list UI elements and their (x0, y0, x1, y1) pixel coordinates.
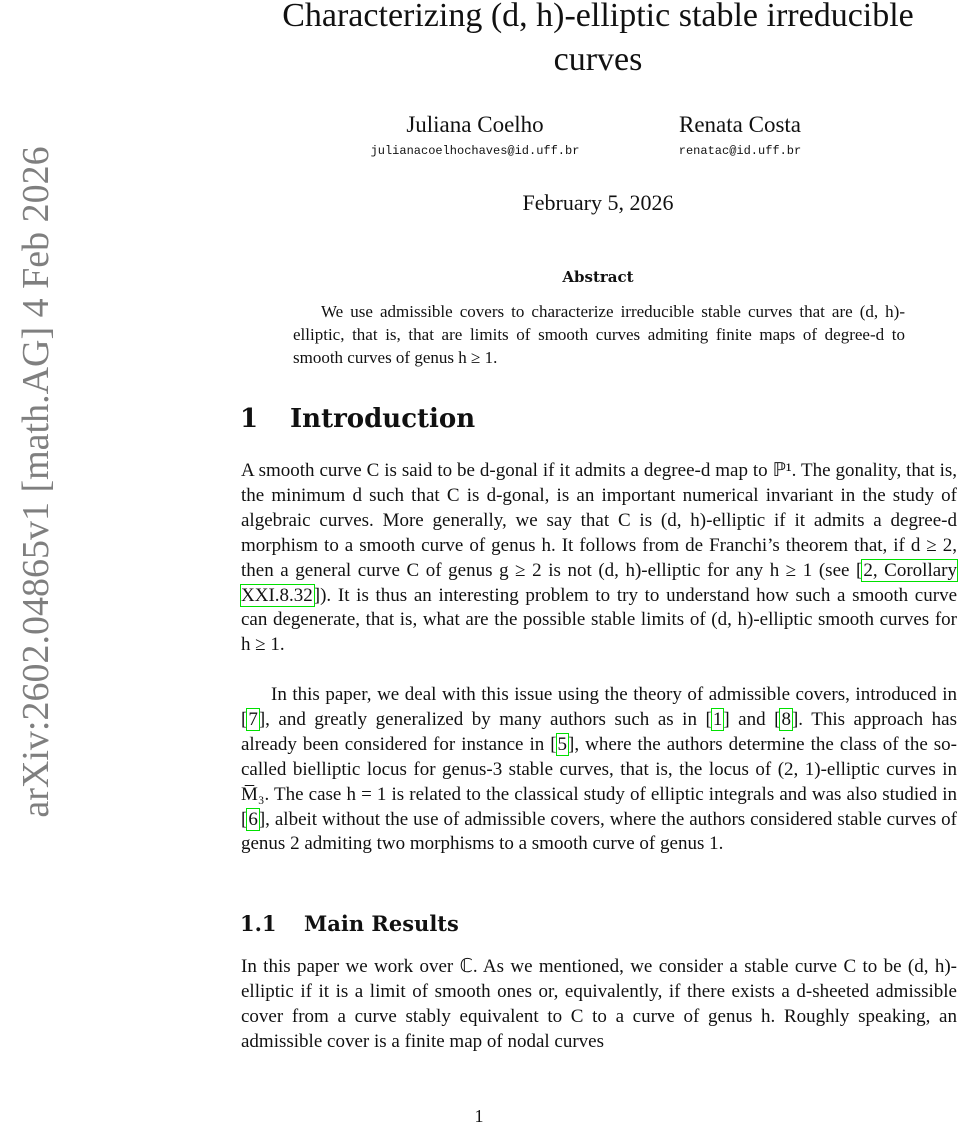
page-number: 1 (474, 1106, 484, 1126)
citation-link[interactable]: 8 (781, 708, 791, 730)
author-block-2 (640, 112, 840, 158)
author-name: Renata Costa (679, 112, 801, 137)
text-run: . This approach has already been considered for instance in (241, 708, 958, 755)
section-title: Introduction (290, 404, 476, 434)
paper-title: Characterizing (d, h)-elliptic stable irreducible curves (282, 0, 914, 78)
section-number: 1 (240, 404, 259, 434)
section-title: Main Results (304, 911, 459, 936)
citation-link[interactable]: 1 (712, 708, 723, 730)
main-results-paragraph: In this paper we work over ℂ. As we mentioned, we consider a stable curve C to be (d, h)-elliptic if it is a limit of smooth ones or, equivalently, if there exists a d-sheeted admissible cover from a curve stably equivalent to C to a curve of genus h. Roughly speaking, an admissible cover is a finite map of nodal curves (241, 956, 957, 1052)
author-email: julianacoelhochaves@id.uff.br (370, 144, 580, 158)
citation-link[interactable]: 5 (557, 733, 568, 755)
text-run: , albeit without the use of admissible covers, where the authors considered stable curves of genus 2 admiting two morphisms to a smooth curve of genus 1. (241, 808, 957, 855)
citation-link[interactable]: 2, Corollary XXI.8.32 (241, 559, 958, 606)
author-email: renatac@id.uff.br (678, 144, 802, 158)
abstract-text: We use admissible covers to characterize irreducible stable curves that are (d, h)-elliptic, that is, that are limits of smooth curves admiting finite maps of degree-d to smooth curves of genus h ≥ 1. (293, 302, 905, 367)
citation-link[interactable]: 6 (248, 808, 258, 830)
text-run: In this paper, we deal with this issue using the theory of admissible covers, introduced in (271, 684, 957, 705)
text-run: ). It is thus an interesting problem to try to understand how such a smooth curve can degenerate, that is, what are the possible stable limits of (d, h)-elliptic smooth curves for h ≥ 1. (241, 584, 957, 656)
subsection-heading-main-results (240, 911, 459, 936)
citation-link[interactable]: 7 (248, 708, 258, 730)
arxiv-sidebar (0, 0, 70, 900)
abstract-heading: Abstract (562, 268, 634, 286)
paper-date: February 5, 2026 (522, 190, 674, 215)
author-name: Juliana Coelho (406, 112, 544, 137)
intro-paragraph-2: In this paper, we deal with this issue using the theory of admissible covers, introduced in [7], and greatly generalized by many authors such as in [1] and [8]. This approach has already been considered for instance in [5], where the authors determine the class of the so-called bielliptic locus for genus-3 stable curves, that is, the locus of (2, 1)-elliptic curves in M̅₃. The case h = 1 is related to the classical study of elliptic integrals and was also studied in [6], albeit without the use of admissible covers, where the authors considered stable curves of genus 2 admiting two morphisms to a smooth curve of genus 1. (241, 684, 958, 855)
section-heading-introduction (240, 404, 475, 434)
text-run: , where the authors determine the class of the so-called bielliptic locus for genus-3 stable curves, that is, the locus of (2, 1)-elliptic curves in M̅₃. The case h = 1 is related to the classical study of elliptic integrals and was also studied in (241, 733, 957, 805)
arxiv-stamp[interactable]: arXiv:2602.04865v1 [math.AG] 4 Feb 2026 (15, 146, 57, 818)
intro-paragraph-1: A smooth curve C is said to be d-gonal if it admits a degree-d map to ℙ¹. The gonality, that is, the minimum d such that C is d-gonal, is an important numerical invariant in the study of algebraic curves. More generally, we say that C is (d, h)-elliptic if it admits a degree-d morphism to a smooth curve of genus h. It follows from de Franchi’s theorem that, if d ≥ 2, then a general curve C of genus g ≥ 2 is not (d, h)-elliptic for any h ≥ 1 (see [2, Corollary XXI.8.32]). It is thus an interesting problem to try to understand how such a smooth curve can degenerate, that is, what are the possible stable limits of (d, h)-elliptic smooth curves for h ≥ 1. (241, 460, 958, 656)
text-run: and (729, 708, 775, 730)
text-run: A smooth curve C is said to be d-gonal if it admits a degree-d map to ℙ¹. The gonality, that is, the minimum d such that C is d-gonal, is an important numerical invariant in the study of algebraic curves. More generally, we say that C is (d, h)-elliptic if it admits a degree-d morphism to a smooth curve of genus h. It follows from de Franchi’s theorem that, if d ≥ 2, then a general curve C of genus g ≥ 2 is not (d, h)-elliptic for any h ≥ 1 (see (241, 460, 957, 581)
author-block-1 (370, 112, 580, 158)
section-number: 1.1 (240, 911, 277, 936)
text-run: , and greatly generalized by many authors such as in (265, 708, 706, 730)
